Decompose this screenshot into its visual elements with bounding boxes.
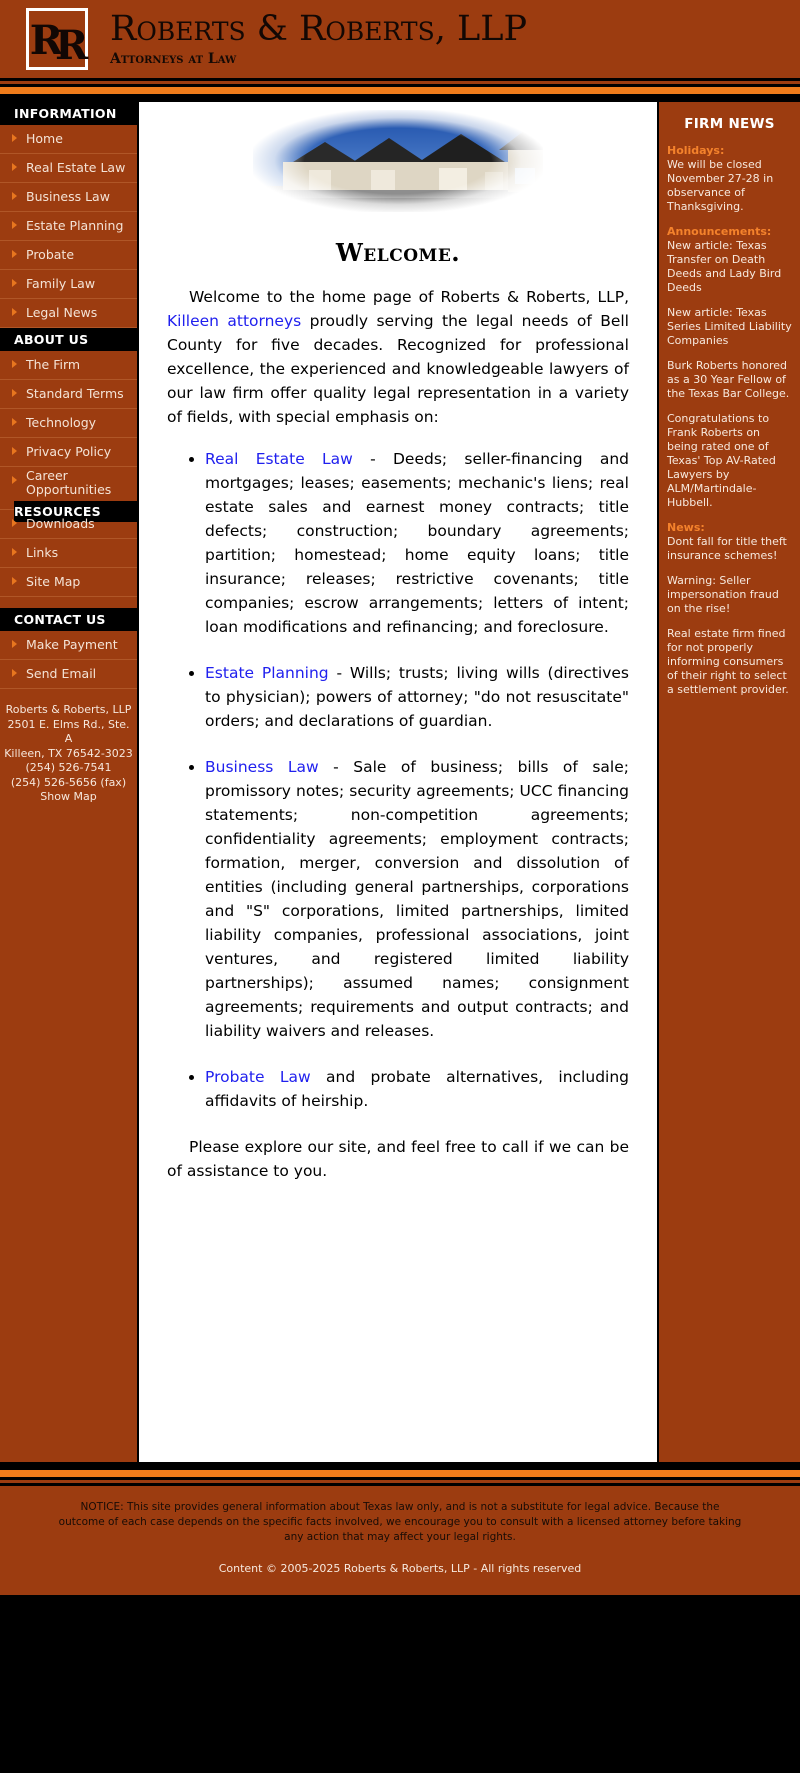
practice-area-text: and probate alternatives, including affidavits of heirship. — [205, 1068, 629, 1110]
nav-heading-about-us: ABOUT US — [0, 328, 137, 351]
firm-news-sidebar — [659, 102, 800, 1462]
intro-text-before: Welcome to the home page of Roberts & Roberts, LLP, — [189, 288, 629, 306]
sidebar-item-label: Make Payment — [26, 637, 118, 652]
logo-monogram: RR — [29, 17, 83, 69]
sidebar-item-label: Real Estate Law — [26, 160, 126, 175]
sidebar-item-site-map[interactable] — [0, 568, 137, 597]
chevron-right-icon — [12, 279, 17, 287]
header-titles — [110, 10, 527, 68]
sidebar-item-label: Links — [26, 545, 59, 560]
news-item — [667, 359, 792, 401]
legal-notice: NOTICE: This site provides general information about Texas law only, and is not a substitute for legal advice. Because the outcome of each case depends on the specific facts involved, we encourage you to consult with a licensed attorney before taking any action that may affect your legal rights. — [58, 1501, 742, 1543]
news-category: Holidays: — [667, 144, 725, 157]
chevron-right-icon — [12, 447, 17, 455]
sidebar-item-label: Technology — [26, 415, 97, 430]
list-item — [205, 661, 629, 733]
contact-city-state-zip: Killeen, TX 76542-3023 — [4, 746, 133, 760]
practice-area-text: - Deeds; seller-financing and mortgages; leases; easements; mechanic's liens; real estate sales and earnest money contracts; title defects; construction; boundary agreements; partition; homestead; home equity loans; title insurance; releases; restrictive covenants; title companies; escrow arrangements; letters of intent; loan modifications and refinancing; and foreclosure. — [205, 450, 629, 636]
site-header — [0, 0, 800, 78]
sidebar-item-legal-news[interactable] — [0, 299, 137, 328]
list-item — [205, 447, 629, 639]
chevron-right-icon — [12, 360, 17, 368]
chevron-right-icon — [12, 476, 17, 484]
news-item — [667, 627, 792, 697]
sidebar-contact-block — [0, 689, 137, 805]
practice-areas-list — [167, 447, 629, 1113]
sidebar-item-label: Business Law — [26, 189, 110, 204]
chevron-right-icon — [12, 418, 17, 426]
sidebar-item-label: Home — [26, 131, 63, 146]
sidebar-item-label: Career Opportunities — [26, 468, 112, 497]
sidebar-item-label: Estate Planning — [26, 218, 124, 233]
sidebar-item-links[interactable] — [0, 539, 137, 568]
news-item — [667, 412, 792, 510]
news-item — [667, 225, 792, 295]
sidebar-item-the-firm[interactable] — [0, 351, 137, 380]
hero-image-wrap — [167, 102, 629, 216]
header-rule-orange — [0, 87, 800, 94]
sidebar-item-technology[interactable] — [0, 409, 137, 438]
closing-paragraph: Please explore our site, and feel free to call if we can be of assistance to you. — [167, 1138, 629, 1180]
chevron-right-icon — [12, 163, 17, 171]
practice-area-link-business-law[interactable]: Business Law — [205, 758, 319, 776]
sidebar-item-downloads[interactable] — [0, 510, 137, 539]
news-body: New article: Texas Transfer on Death Deeds and Lady Bird Deeds — [667, 239, 782, 294]
practice-area-link-probate-law[interactable]: Probate Law — [205, 1068, 311, 1086]
intro-paragraph — [167, 285, 629, 429]
news-category: Announcements: — [667, 225, 772, 238]
firm-news-title: FIRM NEWS — [684, 116, 775, 132]
chevron-right-icon — [12, 640, 17, 648]
intro-text-after: proudly serving the legal needs of Bell County for five decades. Recognized for professional excellence, the experienced and knowledgeable lawyers of our law firm offer quality legal representation in a variety of fields, with special emphasis on: — [167, 312, 629, 426]
news-body: Congratulations to Frank Roberts on being rated one of Texas' Top AV-Rated Lawyers by ALM/Martindale-Hubbell. — [667, 412, 776, 509]
news-item — [667, 144, 792, 214]
copyright-text: Content © 2005-2025 Roberts & Roberts, LLP - All rights reserved — [218, 1562, 582, 1575]
news-item — [667, 574, 792, 616]
practice-area-text: - Sale of business; bills of sale; promissory notes; security agreements; UCC financing statements; non-competition agreements; confidentiality agreements; employment contracts; formation, merger, conversion and dissolution of entities (including general partnerships, corporations and "S" corporations, limited partnerships, limited liability companies, professional associations, joint ventures, and registered limited liability partnerships); assumed names; consignment agreements; requirements and output contracts; and liability waivers and releases. — [205, 758, 629, 1040]
sidebar-item-label: Standard Terms — [26, 386, 124, 401]
list-item — [205, 1065, 629, 1113]
sidebar-spacer — [0, 597, 137, 608]
firm-name: Roberts & Roberts, LLP — [110, 9, 527, 49]
sidebar-item-label: Privacy Policy — [26, 444, 112, 459]
news-item — [667, 306, 792, 348]
sidebar-item-real-estate-law[interactable] — [0, 154, 137, 183]
footer-rule-orange — [0, 1470, 800, 1477]
footer-rule-black-1 — [0, 1462, 800, 1470]
office-building-photo — [253, 110, 543, 212]
chevron-right-icon — [12, 192, 17, 200]
news-category: News: — [667, 521, 705, 534]
practice-area-link-real-estate[interactable]: Real Estate Law — [205, 450, 353, 468]
news-body: We will be closed November 27-28 in observance of Thanksgiving. — [667, 158, 774, 213]
sidebar-item-standard-terms[interactable] — [0, 380, 137, 409]
chevron-right-icon — [12, 577, 17, 585]
contact-firm-name: Roberts & Roberts, LLP — [5, 703, 132, 716]
page-title: Welcome. — [335, 238, 461, 267]
news-item — [667, 521, 792, 563]
killeen-attorneys-link[interactable]: Killeen attorneys — [167, 312, 302, 330]
show-map-link[interactable]: Show Map — [40, 790, 97, 803]
chevron-right-icon — [12, 389, 17, 397]
header-rule-black-3 — [0, 94, 800, 102]
chevron-right-icon — [12, 548, 17, 556]
sidebar-item-label: Site Map — [26, 574, 81, 589]
contact-phone: (254) 526-7541 — [25, 761, 112, 774]
contact-fax: (254) 526-5656 (fax) — [10, 775, 127, 789]
contact-street: 2501 E. Elms Rd., Ste. A — [7, 717, 130, 745]
site-footer — [0, 1486, 800, 1595]
sidebar-item-probate[interactable] — [0, 241, 137, 270]
chevron-right-icon — [12, 519, 17, 527]
sidebar-item-privacy-policy[interactable] — [0, 438, 137, 467]
chevron-right-icon — [12, 669, 17, 677]
news-body: Real estate firm fined for not properly informing consumers of their right to select a settlement provider. — [667, 627, 789, 696]
news-body: Dont fall for title theft insurance schemes! — [667, 535, 787, 562]
sidebar-item-label: Family Law — [26, 276, 96, 291]
firm-logo — [26, 8, 88, 70]
nav-heading-contact-us: CONTACT US — [0, 608, 137, 631]
sidebar-item-label: Send Email — [26, 666, 97, 681]
sidebar-item-label: Downloads — [26, 516, 95, 531]
sidebar-item-label: Probate — [26, 247, 75, 262]
sidebar-item-send-email[interactable] — [0, 660, 137, 689]
sidebar-item-label: Legal News — [26, 305, 98, 320]
sidebar-item-home[interactable] — [0, 125, 137, 154]
body-row — [0, 102, 800, 1462]
list-item — [205, 755, 629, 1043]
sidebar-item-label: The Firm — [26, 357, 81, 372]
chevron-right-icon — [12, 308, 17, 316]
chevron-right-icon — [12, 250, 17, 258]
sidebar-item-family-law[interactable] — [0, 270, 137, 299]
main-content — [137, 102, 659, 1462]
sidebar-item-estate-planning[interactable] — [0, 212, 137, 241]
nav-heading-resources-label: RESOURCES — [14, 501, 137, 522]
practice-area-text: - Wills; trusts; living wills (directives to physician); powers of attorney; "do not resuscitate" orders; and declarations of guardian. — [205, 664, 629, 730]
news-body: Warning: Seller impersonation fraud on the rise! — [667, 574, 779, 615]
practice-area-link-estate-planning[interactable]: Estate Planning — [205, 664, 329, 682]
chevron-right-icon — [12, 221, 17, 229]
sidebar-item-business-law[interactable] — [0, 183, 137, 212]
sidebar-item-make-payment[interactable] — [0, 631, 137, 660]
left-sidebar — [0, 102, 137, 1462]
news-body: Burk Roberts honored as a 30 Year Fellow of the Texas Bar College. — [667, 359, 790, 400]
firm-tagline: Attorneys at Law — [110, 51, 237, 67]
news-body: New article: Texas Series Limited Liability Companies — [667, 306, 792, 347]
chevron-right-icon — [12, 134, 17, 142]
nav-heading-information: INFORMATION — [0, 102, 137, 125]
